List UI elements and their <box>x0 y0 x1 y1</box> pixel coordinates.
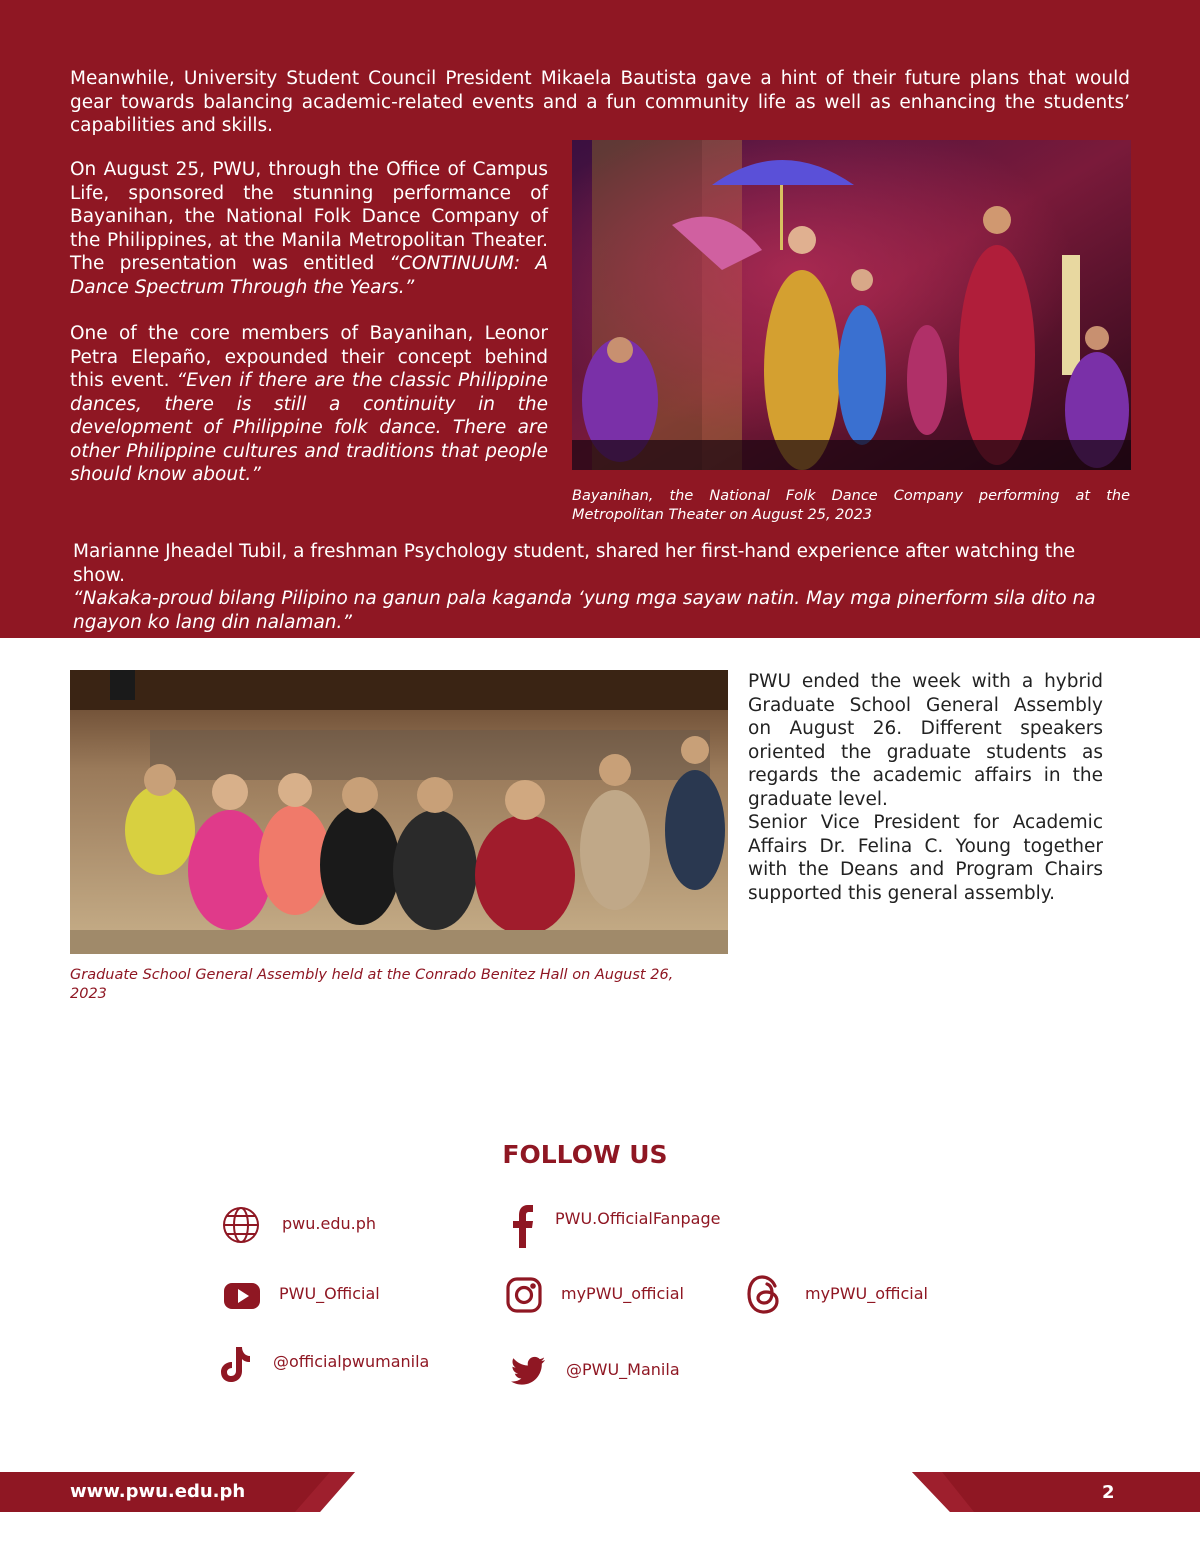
youtube-label: PWU_Official <box>279 1284 380 1303</box>
tiktok-label: @officialpwumanila <box>273 1352 430 1371</box>
paragraph-graduate-assembly: PWU ended the week with a hybrid Graduate School General Assembly on August 26. Different speakers oriented the graduate students as regards the academic affairs in the graduate level. <box>748 671 1103 810</box>
paragraph-svp-support: Senior Vice President for Academic Affairs Dr. Felina C. Young together with the Deans and Program Chairs supported this general assembly. <box>748 812 1103 904</box>
social-website[interactable] <box>222 1206 422 1246</box>
tiktok-icon <box>216 1345 256 1385</box>
instagram-icon <box>505 1276 545 1316</box>
facebook-label: PWU.OfficialFanpage <box>555 1209 721 1228</box>
instagram-label: myPWU_official <box>561 1284 684 1303</box>
social-twitter[interactable] <box>508 1354 728 1394</box>
elepano-quote: “Even if there are the classic Philippine dances, there is still a continuity in the development of Philippine folk dance. There are other Philippine cultures and traditions that people should know about.” <box>70 370 548 485</box>
twitter-label: @PWU_Manila <box>566 1360 680 1379</box>
social-facebook[interactable] <box>505 1204 745 1244</box>
paragraph-elepano-quote: One of the core members of Bayanihan, Leonor Petra Elepaño, expounded their concept behind this event. “Even if there are the classic Philippine dances, there is still a continuity in the development of Philippine folk dance. There are other Philippine cultures and traditions that people should know about.” <box>70 323 548 485</box>
threads-label: myPWU_official <box>805 1284 928 1303</box>
paragraph-bayanihan-performance: On August 25, PWU, through the Office of Campus Life, sponsored the stunning performance of Bayanihan, the National Folk Dance Company of the Philippines, at the Manila Metropolitan Theater. The presentation was entitled “CONTINUUM: A Dance Spectrum Through the Years.” <box>70 159 549 298</box>
tubil-quote: “Nakaka-proud bilang Pilipino na ganun pala kaganda ‘yung mga sayaw natin. May mga pinerform sila dito na ngayon ko lang din nalaman.” <box>73 588 1096 633</box>
bayanihan-photo-caption: Bayanihan, the National Folk Dance Company performing at the Metropolitan Theater on August 25, 2023 <box>572 488 1130 523</box>
twitter-icon <box>508 1354 548 1394</box>
graduate-assembly-photo <box>70 670 728 954</box>
footer-right-band <box>912 1472 1200 1512</box>
show-title: “CONTINUUM: A Dance Spectrum Through the Years.” <box>70 253 549 298</box>
footer-website-link[interactable]: www.pwu.edu.ph <box>70 1481 246 1502</box>
globe-icon <box>222 1206 262 1246</box>
social-threads[interactable] <box>745 1274 965 1314</box>
social-youtube[interactable] <box>222 1277 422 1317</box>
bayanihan-dance-photo <box>572 140 1131 470</box>
follow-us-heading: FOLLOW US <box>502 1140 668 1169</box>
website-label: pwu.edu.ph <box>282 1214 376 1233</box>
paragraph-usc-plans: Meanwhile, University Student Council President Mikaela Bautista gave a hint of their future plans that would gear towards balancing academic-related events and a fun community life as well as enhancing the students’ capabilities and skills. <box>70 68 1130 136</box>
social-instagram[interactable] <box>505 1276 725 1316</box>
assembly-photo-caption: Graduate School General Assembly held at the Conrado Benitez Hall on August 26, 2023 <box>70 967 674 1002</box>
page-number: 2 <box>1102 1482 1115 1503</box>
facebook-icon <box>505 1204 545 1244</box>
social-tiktok[interactable] <box>216 1345 456 1385</box>
youtube-icon <box>222 1277 262 1317</box>
threads-icon <box>745 1274 785 1314</box>
paragraph-tubil-testimony: Marianne Jheadel Tubil, a freshman Psychology student, shared her first-hand experience after watching the show. “Nakaka-proud bilang Pilipino na ganun pala kaganda ‘yung mga sayaw natin. May mga pinerform sila dito na ngayon ko lang din nalaman.” <box>73 541 1096 633</box>
